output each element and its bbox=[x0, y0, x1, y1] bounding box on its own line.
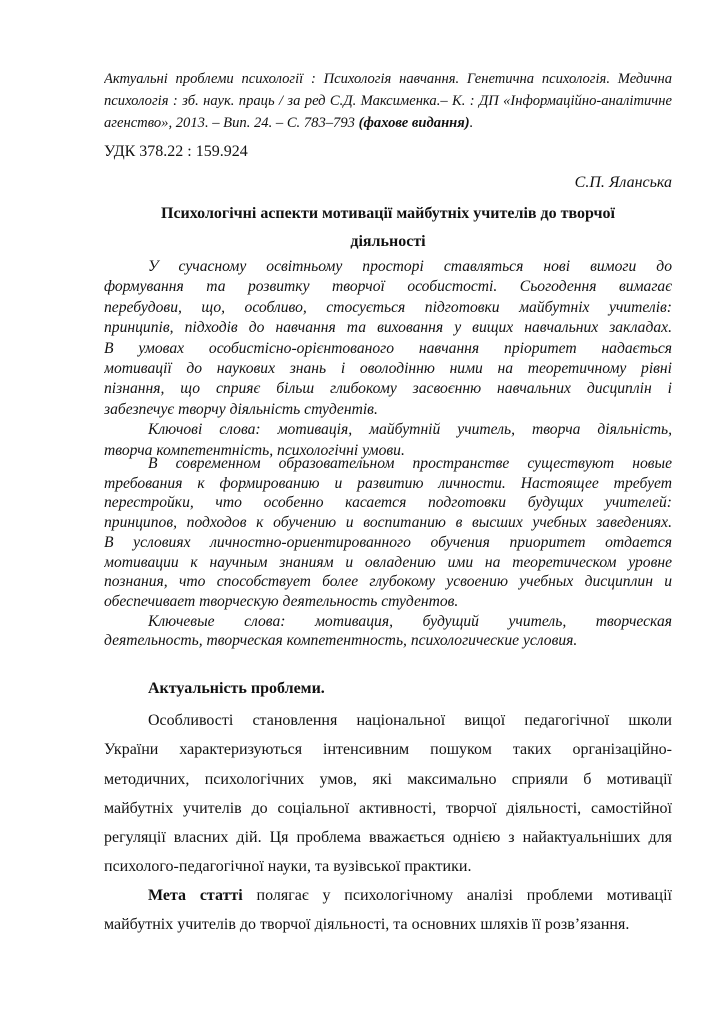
body-paragraph-goal bbox=[104, 881, 672, 940]
text-line: познания, что способствует более глубокому усвоению учебных дисциплин и bbox=[104, 573, 672, 591]
udk-code: УДК 378.22 : 159.924 bbox=[104, 143, 248, 160]
text-line: В умовах особистісно-орієнтованого навчання пріоритет надається bbox=[104, 339, 672, 357]
section-heading: Актуальність проблеми. bbox=[148, 680, 325, 697]
citation-text: агенство», 2013. – Вип. 24. – С. 783–793 bbox=[104, 115, 359, 131]
text-line: перебудови, що, особливо, стосується підготовки майбутніх учителів: bbox=[104, 298, 672, 316]
text-line: психолого-педагогічної науки, та вузівської практики. bbox=[104, 858, 472, 876]
text-line: України характеризуються інтенсивним пошуком таких організаційно- bbox=[104, 741, 672, 759]
text-line: принципов, подходов к обучению и воспитанию в высших учебных заведениях. bbox=[104, 514, 672, 532]
citation-line: психологія : зб. наук. праць / за ред С.Д. Максименка.– К. : ДП «Інформаційно-аналітичне bbox=[104, 93, 672, 109]
text-line: требования к формированию и развитию личности. Настоящее требует bbox=[104, 474, 672, 492]
author-name: С.П. Яланська bbox=[574, 174, 672, 191]
text-line: принципів, підходів до навчання та виховання у вищих навчальних закладах. bbox=[104, 319, 672, 337]
text-line: майбутніх учителів до соціальної активності, творчої діяльності, самостійної bbox=[104, 799, 672, 817]
text-line: В условиях личностно-ориентированного обучения приоритет отдается bbox=[104, 533, 672, 551]
citation-line: Актуальні проблеми психології : Психологія навчання. Генетична психологія. Медична bbox=[104, 71, 672, 87]
text-line: формування та розвитку творчої особистості. Сьогодення вимагає bbox=[104, 278, 672, 296]
text-line: В современном образовательном пространстве существуют новые bbox=[148, 455, 672, 472]
text-line: Особливості становлення національної вищої педагогічної школи bbox=[148, 712, 672, 729]
citation-bold: (фахове видання) bbox=[358, 115, 470, 131]
text-line: мотивації до наукових знань і оволодінню ними на теоретичному рівні bbox=[104, 360, 672, 378]
citation-line bbox=[104, 112, 672, 134]
citation bbox=[104, 68, 672, 134]
text-line: Ключові слова: мотивація, майбутній учитель, творча діяльність, bbox=[148, 421, 672, 439]
title-line: діяльності bbox=[350, 233, 426, 250]
body-line: майбутніх учителів до творчої діяльності, та основних шляхів її розв’язання. bbox=[104, 916, 630, 934]
text-line: мотивации к научным знаниям и овладению ими на теоретическом уровне bbox=[104, 553, 672, 571]
text-line: деятельность, творческая компетентность, психологические условия. bbox=[104, 632, 578, 650]
body-line bbox=[104, 881, 672, 910]
goal-text: полягає у психологічному аналізі проблеми мотивації bbox=[242, 887, 672, 904]
article-title bbox=[104, 200, 672, 256]
text-line: пізнання, що сприяє більш глибокому засвоєнню навчальних дисциплін і bbox=[104, 380, 672, 398]
title-line: Психологічні аспекти мотивації майбутніх учителів до творчої bbox=[161, 205, 615, 222]
text-line: забезпечує творчу діяльність студентів. bbox=[104, 400, 378, 418]
text-line: У сучасному освітньому просторі ставляться нові вимоги до bbox=[148, 258, 672, 275]
text-line: регуляції власних дій. Ця проблема вважається однією з найактуальніших для bbox=[104, 829, 672, 847]
goal-lead: Мета статті bbox=[148, 887, 243, 904]
abstract-ukrainian bbox=[104, 257, 672, 461]
text-line: Ключевые слова: мотивация, будущий учитель, творческая bbox=[148, 612, 672, 630]
citation-end: . bbox=[469, 115, 474, 131]
body-paragraph-relevance bbox=[104, 706, 672, 882]
text-line: обеспечивает творческую деятельность студентов. bbox=[104, 592, 459, 610]
text-line: методичних, психологічних умов, які максимально сприяли б мотивації bbox=[104, 770, 672, 788]
text-line: творча компетентність, психологічні умови. bbox=[104, 441, 405, 459]
text-line: перестройки, что особенно касается подготовки будущих учителей: bbox=[104, 494, 672, 512]
abstract-russian bbox=[104, 454, 672, 651]
